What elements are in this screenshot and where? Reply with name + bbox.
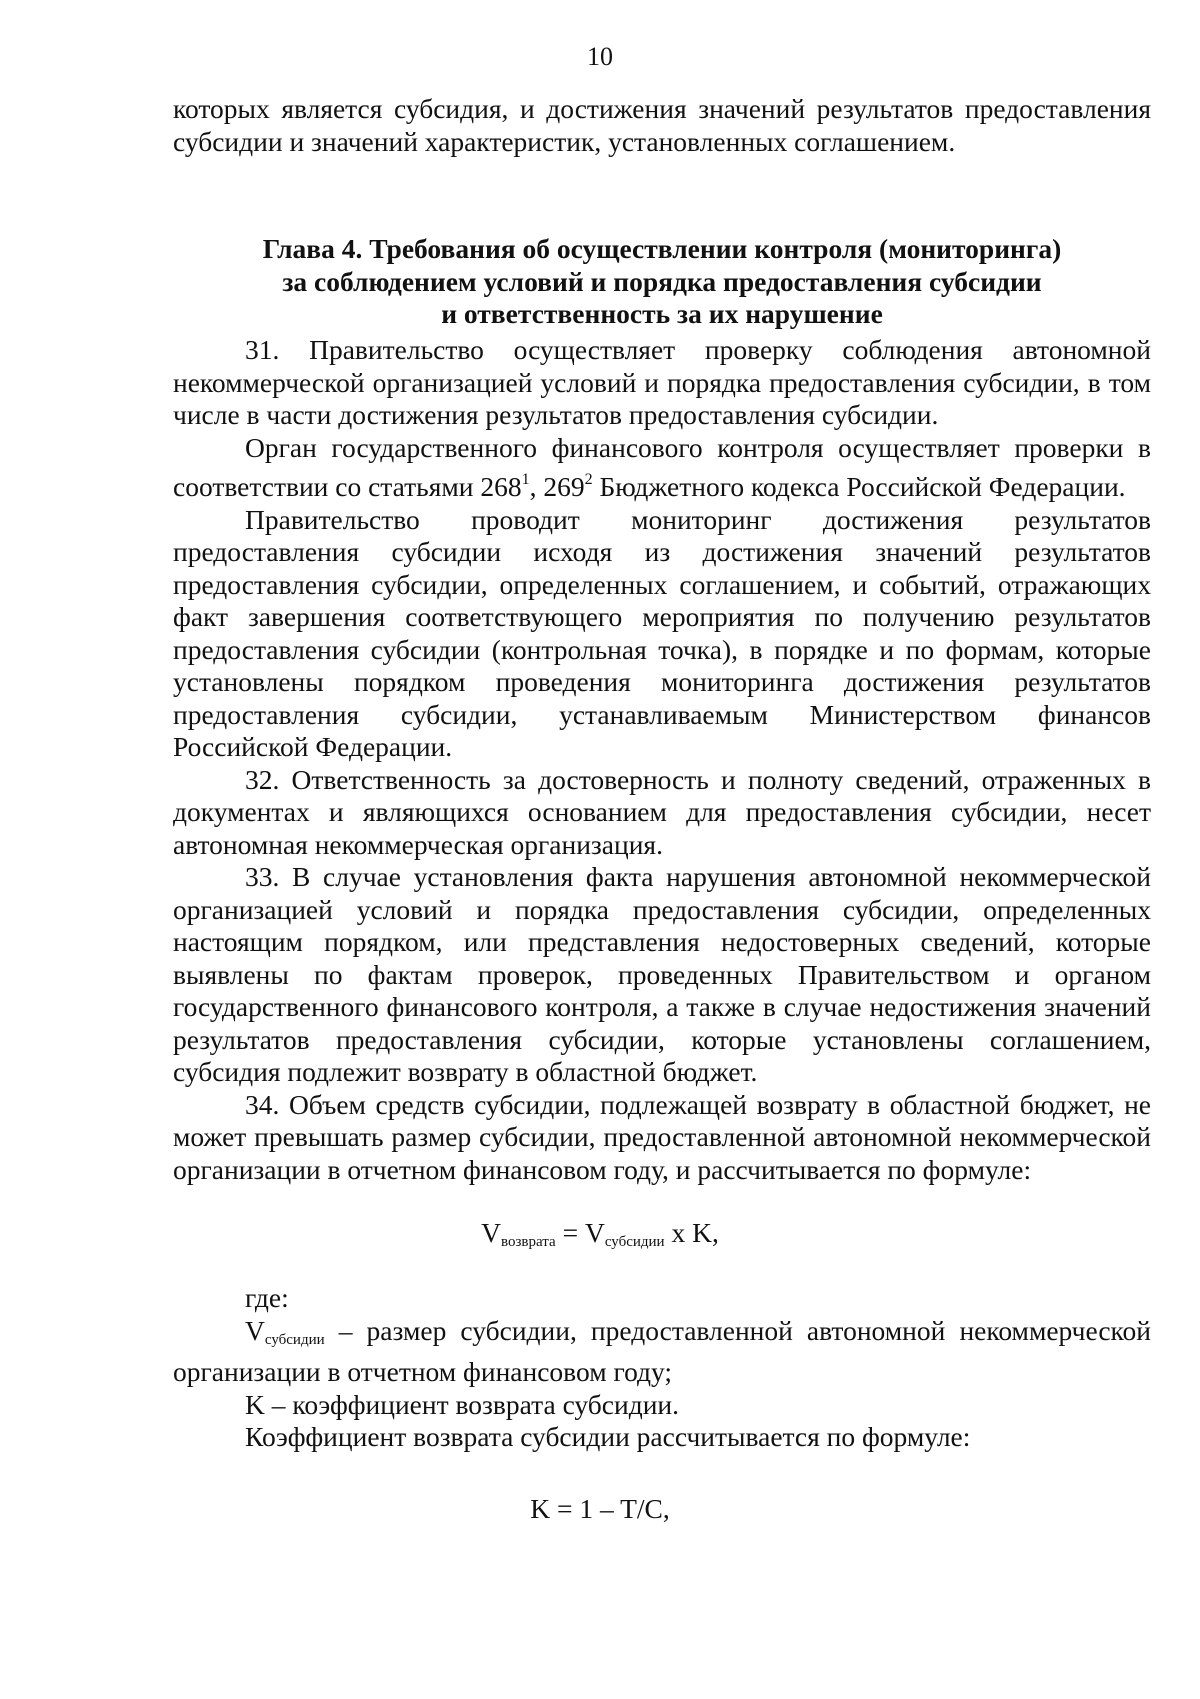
definitions-block [173, 1282, 1151, 1454]
paragraph-31: 31. Правительство осуществляет проверку соблюдения автономной некоммерческой организацией условий и порядка предоставления субсидии, в том числе в части достижения результатов предоставления субсидии. [173, 334, 1151, 430]
definition-k: K – коэффициент возврата субсидии. [245, 1388, 680, 1420]
paragraph-financial-control-part-b: , 269 [529, 471, 585, 502]
chapter-heading-line-3: и ответственность за их нарушение [441, 298, 883, 329]
intro-paragraph-block [173, 93, 1151, 158]
formula-times-k: x K, [664, 1217, 719, 1248]
chapter-heading-line-2: за соблюдением условий и порядка предоставления субсидии [282, 265, 1042, 297]
superscript-1: 1 [521, 471, 530, 488]
definition-v-subsidy [173, 1315, 1151, 1389]
chapter-heading [173, 233, 1151, 331]
k-formula-intro: Коэффициент возврата субсидии рассчитывается по формуле: [245, 1421, 971, 1452]
paragraph-financial-control-part-c: Бюджетного кодекса Российской Федерации. [592, 471, 1126, 502]
formula-v-symbol: V [481, 1217, 502, 1248]
intro-paragraph: которых является субсидия, и достижения значений результатов предоставления субсидии и значений характеристик, установленных соглашением. [173, 93, 1151, 157]
formula-return-volume [0, 1217, 1200, 1258]
body-text [173, 334, 1151, 1186]
paragraph-financial-control-part-a: Орган государственного финансового контроля осуществляет проверки в соответствии со статьями 268 [173, 431, 1151, 502]
paragraph-monitoring: Правительство проводит мониторинг достижения результатов предоставления субсидии исходя из достижения значений результатов предоставления субсидии, определенных соглашением, и событий, отражающих факт завершения соответствующего мероприятия по получению результатов предоставления субсидии (контрольная точка), в порядке и по формам, которые установлены порядком проведения мониторинга достижения результатов предоставления субсидии, устанавливаемым Министерством финансов Российской Федерации. [173, 503, 1151, 762]
definition-v-symbol: V [245, 1314, 265, 1346]
paragraph-32: 32. Ответственность за достоверность и полноту сведений, отраженных в документах и являющихся основанием для предоставления субсидии, несет автономная некоммерческая организация. [173, 763, 1151, 860]
paragraph-33: 33. В случае установления факта нарушения автономной некоммерческой организацией условий и порядка предоставления субсидии, определенных настоящим порядком, или представления недостоверных сведений, которые выявлены по фактам проверок, проведенных Правительством и органом государственного финансового контроля, а также в случае недостижения значений результатов предоставления субсидии, которые установлены соглашением, субсидия подлежит возврату в областной бюджет. [173, 861, 1151, 1087]
definition-v-text: – размер субсидии, предоставленной автономной некоммерческой организации в отчетном финансовом году; [173, 1314, 1151, 1387]
formula-sub-subsidy: субсидии [604, 1234, 665, 1250]
definition-v-subscript: субсидии [264, 1331, 325, 1348]
superscript-2: 2 [584, 471, 593, 488]
formula-equals-v: = V [555, 1217, 605, 1248]
paragraph-financial-control [173, 432, 1151, 504]
page-number: 10 [587, 42, 613, 71]
formula-sub-return: возврата [501, 1234, 556, 1250]
formula-coefficient: K = 1 – T/C, [530, 1493, 670, 1524]
paragraph-34: 34. Объем средств субсидии, подлежащей возврату в областной бюджет, не может превышать размер субсидии, предоставленной автономной некоммерческой организации в отчетном финансовом году, и рассчитывается по формуле: [173, 1088, 1151, 1185]
chapter-heading-line-1: Глава 4. Требования об осуществлении контроля (мониторинга) [262, 233, 1062, 264]
where-label: где: [245, 1282, 289, 1313]
